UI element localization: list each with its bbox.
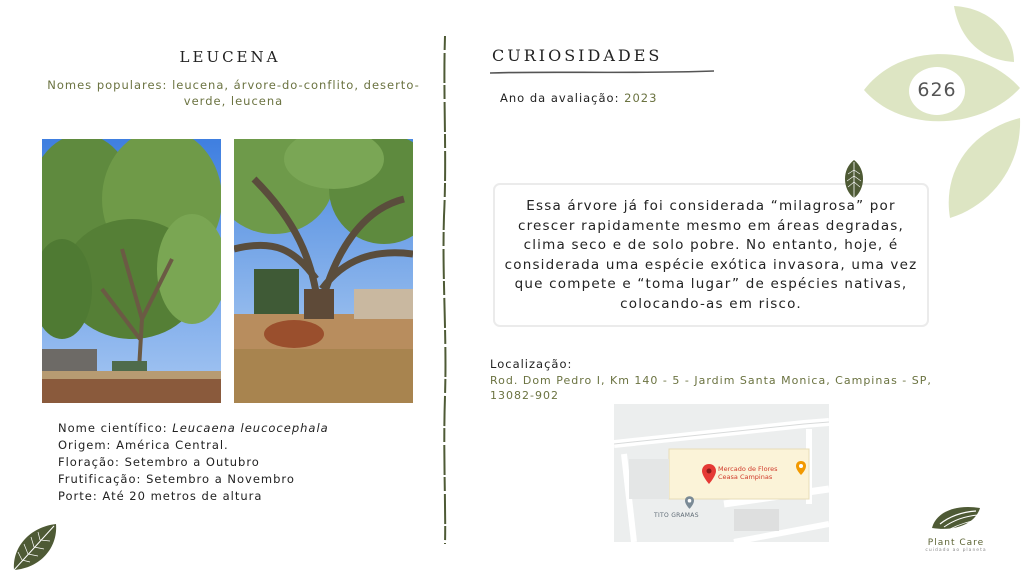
fruiting-row (58, 471, 329, 488)
size-label: Porte: (58, 489, 98, 503)
popular-names-value: leucena, árvore-do-conflito, deserto-verde, leucena (172, 78, 420, 108)
origin-label: Origem: (58, 438, 112, 452)
tree-photo-trunk-image (234, 139, 413, 403)
location-pin-icon[interactable] (702, 464, 716, 484)
tree-photo-trunk (234, 139, 413, 403)
location-map[interactable] (614, 404, 829, 542)
poi-pin-icon[interactable] (685, 496, 694, 509)
vertical-divider (440, 36, 450, 544)
scientific-name-value: Leucaena leucocephala (172, 421, 329, 435)
tree-photo-full-image (42, 139, 221, 403)
decorative-leaf-icon (10, 522, 60, 574)
tree-photo-full (42, 139, 221, 403)
scientific-name-row (58, 420, 329, 437)
size-value: Até 20 metros de altura (102, 489, 263, 503)
brand-tagline: cuidado ao planeta (925, 548, 987, 553)
fruiting-label: Frutificação: (58, 472, 142, 486)
size-row (58, 488, 329, 505)
popular-names (36, 77, 431, 109)
title-underline (490, 68, 715, 76)
brand-logo (918, 502, 994, 553)
brand-leaf-icon (930, 502, 982, 532)
popular-names-label: Nomes populares: (47, 78, 168, 92)
flowering-row (58, 454, 329, 471)
evaluation-year-label: Ano da avaliação: (500, 91, 620, 105)
scientific-name-label: Nome científico: (58, 421, 168, 435)
brand-name: Plant Care (927, 538, 985, 548)
origin-row (58, 437, 329, 454)
map-marker-label-line2: Ceasa Campinas (718, 473, 773, 481)
location-address: Rod. Dom Pedro I, Km 140 - 5 - Jardim Santa Monica, Campinas - SP, 13082-902 (490, 374, 932, 402)
flowering-value: Setembro a Outubro (124, 455, 260, 469)
food-poi-icon[interactable] (796, 461, 806, 475)
flowering-label: Floração: (58, 455, 120, 469)
fruiting-value: Setembro a Novembro (146, 472, 295, 486)
map-marker-label-line1: Mercado de Flores (718, 465, 778, 473)
origin-value: América Central. (116, 438, 229, 452)
plant-details (58, 420, 329, 505)
evaluation-year (500, 91, 657, 105)
evaluation-year-value: 2023 (624, 91, 658, 105)
poi-label: TITO GRAMAS (654, 512, 699, 519)
location-label: Localização: (490, 357, 573, 371)
curiosities-title: CURIOSIDADES (492, 46, 663, 65)
map-marker-label (718, 465, 778, 481)
evaluation-number-badge: 626 (917, 79, 957, 101)
curiosity-text: Essa árvore já foi considerada “milagrosa” por crescer rapidamente mesmo em áreas degradas, clima seco e de solo pobre. No entanto, hoje, é considerada uma espécie exótica invasora, uma vez que compete e “toma lugar” de espécies nativas, colocando-as em risco. (504, 198, 918, 312)
plant-name: LEUCENA (179, 48, 281, 66)
